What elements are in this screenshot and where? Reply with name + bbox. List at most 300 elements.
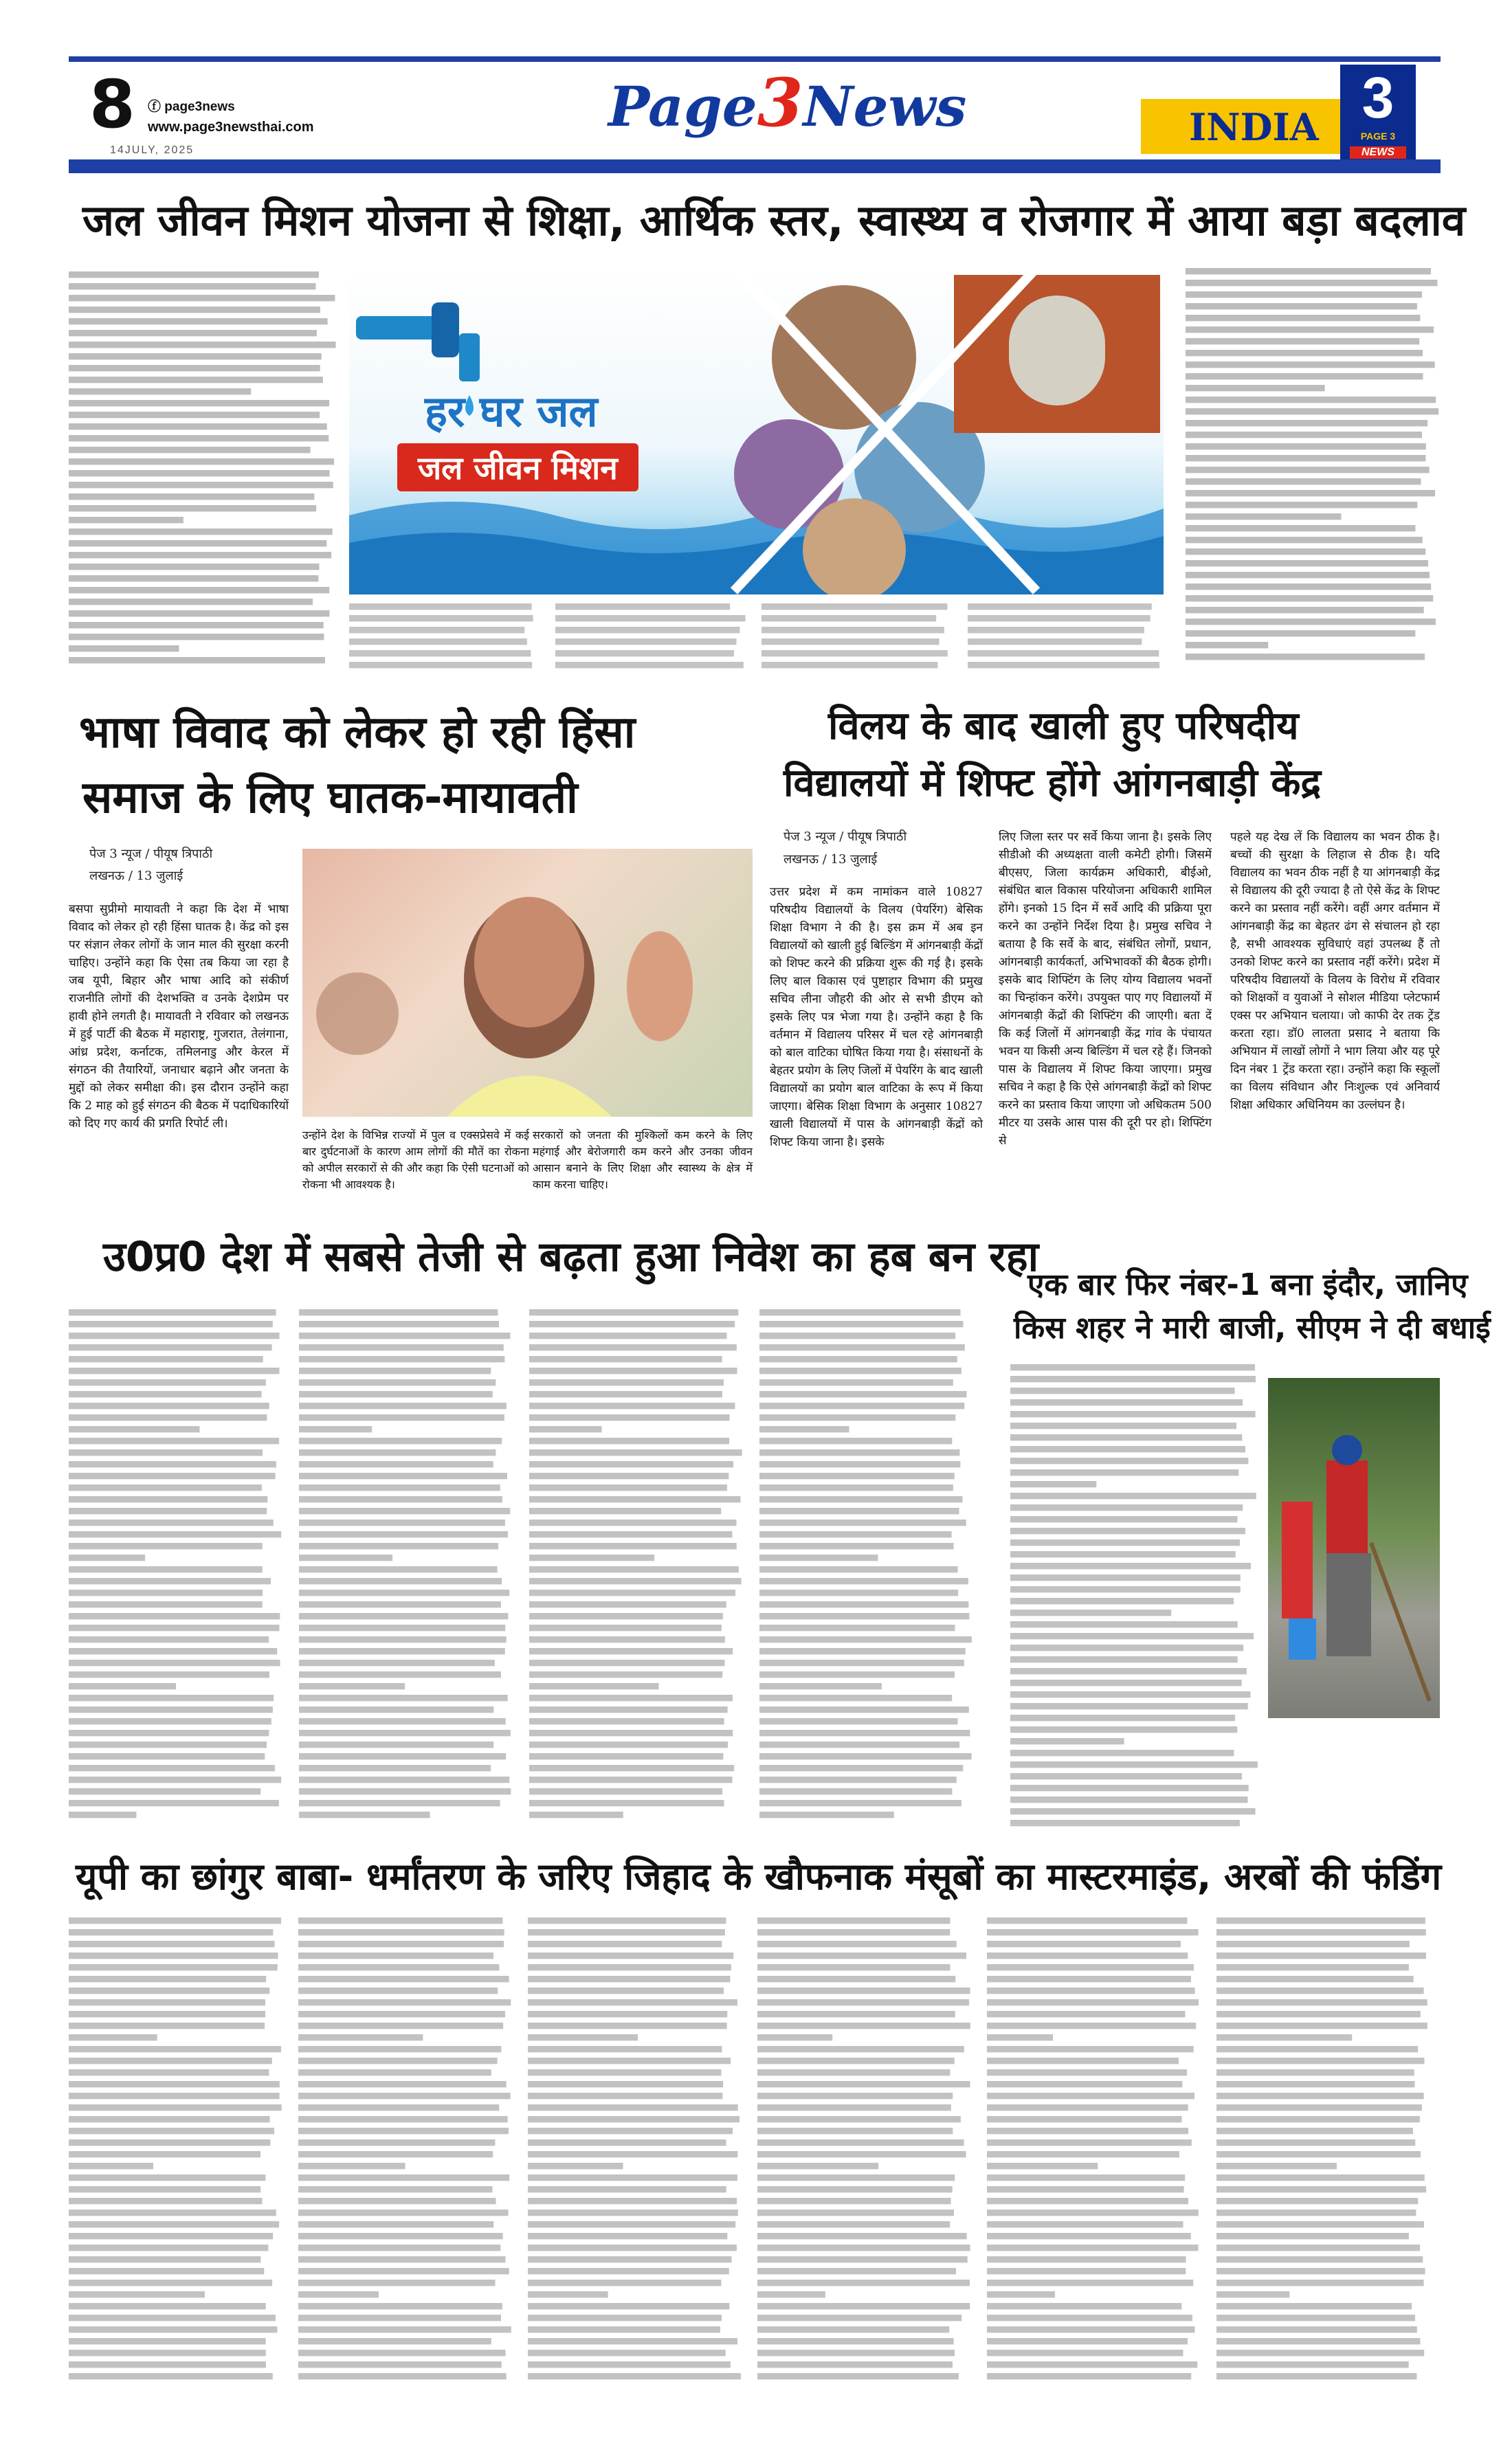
text-line	[69, 575, 318, 581]
text-line	[987, 2139, 1192, 2146]
text-line	[1010, 1633, 1254, 1639]
text-line	[349, 627, 524, 633]
text-line	[987, 2326, 1194, 2333]
text-line	[987, 1999, 1199, 2005]
text-line	[69, 2011, 265, 2017]
text-line	[299, 1788, 511, 1794]
text-line	[1010, 1446, 1245, 1452]
text-line	[1186, 513, 1342, 520]
text-line	[759, 1660, 964, 1666]
text-line	[69, 1356, 263, 1362]
text-line	[987, 2245, 1198, 2251]
text-line	[757, 2128, 953, 2134]
text-line	[299, 1461, 493, 1467]
masthead-website[interactable]: www.page3newsthai.com	[148, 120, 314, 135]
text-line	[69, 2104, 282, 2111]
text-line	[69, 552, 331, 558]
text-line	[69, 2221, 279, 2227]
text-line	[1186, 315, 1420, 321]
text-line	[1186, 560, 1428, 566]
text-line	[69, 458, 334, 465]
masthead-social-handle[interactable]	[148, 96, 235, 115]
text-line	[757, 2093, 953, 2099]
text-line	[987, 2233, 1191, 2239]
text-line	[1010, 1715, 1235, 1721]
text-line	[528, 2151, 737, 2157]
text-line	[987, 1917, 1187, 1924]
text-line	[528, 2069, 721, 2076]
text-line	[299, 1742, 493, 1748]
text-line	[759, 1403, 964, 1409]
text-line	[1216, 2151, 1421, 2157]
text-line	[69, 2069, 269, 2076]
text-line	[69, 2128, 274, 2134]
text-line	[759, 1426, 849, 1432]
text-line	[299, 1368, 491, 1374]
text-line	[69, 1403, 269, 1409]
text-line	[69, 599, 313, 605]
text-line	[298, 1988, 498, 1994]
text-line	[298, 2303, 502, 2309]
text-line	[69, 1765, 275, 1771]
text-line	[1010, 1820, 1240, 1826]
text-line	[299, 1333, 510, 1339]
text-line	[1216, 1941, 1410, 1947]
text-line	[761, 615, 936, 621]
text-line	[761, 650, 948, 656]
text-line	[69, 1449, 263, 1456]
text-line	[69, 342, 336, 348]
text-line	[759, 1730, 970, 1736]
text-line	[528, 2186, 726, 2192]
text-line	[528, 2046, 722, 2052]
text-line	[69, 1333, 280, 1339]
text-line	[69, 447, 311, 453]
text-line	[1216, 2373, 1416, 2379]
text-line	[968, 615, 1150, 621]
text-line	[1186, 502, 1417, 508]
text-line	[299, 1753, 506, 1759]
text-line	[1216, 2268, 1425, 2274]
text-line	[69, 1952, 278, 1959]
text-line	[69, 587, 329, 593]
text-line	[349, 615, 533, 621]
text-line	[299, 1578, 502, 1584]
text-line	[69, 2139, 270, 2146]
text-line	[528, 2256, 732, 2262]
text-line	[299, 1309, 498, 1315]
text-line	[528, 2326, 720, 2333]
text-line	[759, 1391, 966, 1397]
text-line	[69, 517, 184, 523]
text-line	[1186, 361, 1435, 368]
text-line	[298, 2245, 500, 2251]
text-line	[1186, 654, 1425, 660]
text-line	[759, 1590, 958, 1596]
text-line	[298, 1999, 511, 2005]
logo-digit: 3	[757, 64, 803, 142]
text-line	[528, 1964, 731, 1970]
text-line	[987, 2186, 1184, 2192]
story2-body-col1: बसपा सुप्रीमो मायावती ने कहा कि देश में भाषा विवाद को लेकर हो रही हिंसा घातक है। केंद्र को इस पर संज्ञान लेकर लोगों के जान माल की सुरक्षा करनी चाहिए। उन्होंने कहा कि ऐसा तब किया जा रहा है जब यूपी, बिहार और भाषा आदि को संकीर्ण राजनीति लोगों की देशभक्ति व उनके देशप्रेम पर हावी होने लगती है। मायावती ने रविवार को लखनऊ में हुई पार्टी की बैठक में महाराष्ट्र, गुजरात, तेलंगाना, आंध्र प्रदेश, कर्नाटक, तमिलनाडु और केरल में संगठन की तैयारियों, जनाधार बढ़ाने और जनता के मुद्दों को लेकर समीक्षा की। इस दौरान उन्होंने कहा कि 2 माह को हुई संगठन की बैठक में पदाधिकारियों को दिए गए कार्य की प्रगति रिपोर्ट ली।	[69, 902, 289, 1131]
story3-headline-line2: विद्यालयों में शिफ्ट होंगे आंगनबाड़ी केंद्र	[783, 761, 1322, 805]
story6-headline: यूपी का छांगुर बाबा- धर्मांतरण के जरिए जिहाद के खौफनाक मंसूबों का मास्टरमाइंड, अरबों की फंडिंग	[76, 1855, 1442, 1898]
text-line	[529, 1484, 727, 1491]
text-line	[528, 2011, 727, 2017]
text-line	[69, 1379, 266, 1386]
text-line	[349, 662, 532, 668]
text-line	[69, 1706, 273, 1713]
text-line	[757, 1941, 957, 1947]
story3-byline: पेज 3 न्यूज / पीयूष त्रिपाठी	[783, 830, 907, 844]
text-line	[69, 2315, 276, 2321]
text-line	[299, 1403, 507, 1409]
text-line	[1010, 1493, 1256, 1499]
text-line	[987, 2046, 1194, 2052]
text-line	[1186, 583, 1431, 590]
text-line	[69, 1777, 281, 1783]
text-line	[299, 1449, 496, 1456]
text-line	[1010, 1388, 1235, 1394]
story3-headline-line1: विलय के बाद खाली हुए परिषदीय	[828, 704, 1299, 748]
text-line	[529, 1555, 654, 1561]
text-line	[528, 1917, 726, 1924]
text-line	[987, 2023, 1196, 2029]
text-line	[69, 1601, 263, 1607]
text-line	[69, 1683, 176, 1689]
text-line	[528, 2058, 731, 2064]
text-line	[528, 2245, 737, 2251]
story6-body-lines	[69, 1917, 1440, 2399]
text-line	[69, 1718, 271, 1724]
text-line	[299, 1520, 505, 1526]
text-line	[299, 1777, 509, 1783]
text-line	[987, 1976, 1191, 1982]
text-line	[759, 1800, 961, 1806]
text-line	[987, 2315, 1192, 2321]
text-line	[298, 2046, 501, 2052]
text-line	[987, 1964, 1194, 1970]
text-line	[1186, 548, 1425, 555]
page-number: 8	[89, 66, 135, 143]
masthead-bottom-rule	[69, 159, 1441, 173]
text-line	[987, 2303, 1181, 2309]
text-line	[529, 1403, 735, 1409]
text-line	[1186, 420, 1427, 426]
text-line	[757, 2023, 970, 2029]
text-line	[987, 2361, 1197, 2368]
text-line	[69, 645, 179, 652]
text-line	[69, 2361, 266, 2368]
text-line	[69, 353, 322, 359]
text-line	[299, 1379, 496, 1386]
text-line	[1216, 1964, 1409, 1970]
text-line	[759, 1414, 955, 1421]
text-line	[69, 1788, 260, 1794]
text-line	[298, 2116, 508, 2122]
text-line	[69, 2373, 273, 2379]
text-line	[69, 1520, 274, 1526]
text-line	[1010, 1691, 1251, 1698]
text-line	[1216, 1988, 1424, 1994]
text-line	[298, 1952, 493, 1959]
text-line	[759, 1718, 958, 1724]
text-line	[757, 1964, 950, 1970]
text-line	[1216, 2058, 1425, 2064]
text-line	[69, 1555, 145, 1561]
text-line	[528, 2081, 723, 2087]
text-line	[298, 2023, 503, 2029]
text-line	[987, 2058, 1179, 2064]
text-line	[757, 2069, 950, 2076]
text-line	[299, 1543, 498, 1549]
text-line	[1186, 642, 1268, 648]
text-line	[69, 2186, 260, 2192]
text-line	[1010, 1656, 1238, 1662]
text-line	[759, 1753, 972, 1759]
text-line	[299, 1508, 510, 1514]
text-line	[298, 2338, 491, 2344]
text-line	[1186, 525, 1415, 531]
text-line	[1010, 1539, 1240, 1546]
text-line	[1186, 432, 1422, 438]
text-line	[299, 1765, 491, 1771]
text-line	[69, 388, 251, 394]
text-line	[529, 1461, 733, 1467]
text-line	[298, 1976, 509, 1982]
text-line	[968, 650, 1159, 656]
text-line	[1216, 1929, 1426, 1935]
text-line	[529, 1496, 740, 1502]
text-line	[529, 1753, 723, 1759]
text-line	[299, 1625, 505, 1631]
text-line	[299, 1590, 509, 1596]
text-line	[1010, 1785, 1249, 1791]
text-line	[757, 2256, 968, 2262]
text-line	[987, 2081, 1182, 2087]
edition-label: INDIA	[1189, 105, 1319, 149]
text-line	[299, 1414, 504, 1421]
text-line	[987, 2104, 1188, 2111]
text-line	[299, 1344, 504, 1350]
story4-body	[69, 1309, 983, 1838]
text-line	[759, 1555, 878, 1561]
story2-headline-line2: समाज के लिए घातक-मायावती	[82, 772, 578, 823]
text-line	[528, 2163, 623, 2169]
text-line	[299, 1484, 500, 1491]
text-line	[1186, 408, 1438, 414]
text-line	[298, 2256, 505, 2262]
text-line	[757, 1917, 950, 1924]
text-line	[69, 1508, 267, 1514]
text-line	[529, 1473, 729, 1479]
text-line	[528, 2268, 729, 2274]
text-line	[298, 2186, 493, 2192]
text-line	[528, 1988, 724, 1994]
text-line	[349, 603, 532, 610]
text-line	[1186, 291, 1422, 298]
story1-body-right	[1186, 268, 1443, 680]
text-line	[1186, 338, 1419, 344]
text-line	[529, 1438, 729, 1444]
text-line	[349, 650, 531, 656]
text-line	[759, 1321, 964, 1327]
text-line	[69, 2245, 268, 2251]
text-line	[759, 1695, 952, 1701]
text-line	[761, 662, 937, 668]
text-line	[1186, 478, 1421, 485]
text-line	[298, 2221, 493, 2227]
text-line	[299, 1426, 372, 1432]
text-line	[757, 2163, 878, 2169]
text-line	[529, 1777, 733, 1783]
text-line	[298, 1964, 499, 1970]
text-line	[757, 2046, 964, 2052]
story1-body-bottom-lines	[349, 603, 1164, 679]
text-line	[529, 1730, 733, 1736]
street-sweeper-photo	[1268, 1378, 1440, 1718]
text-line	[1010, 1621, 1238, 1627]
text-line	[757, 2058, 955, 2064]
text-line	[759, 1344, 965, 1350]
text-line	[1010, 1411, 1256, 1417]
text-line	[1186, 455, 1425, 461]
text-line	[759, 1578, 968, 1584]
text-line	[528, 2373, 741, 2379]
text-line	[529, 1321, 735, 1327]
text-line	[1216, 2046, 1418, 2052]
text-line	[759, 1438, 952, 1444]
text-line	[1010, 1586, 1241, 1592]
text-line	[69, 1414, 267, 1421]
text-line	[759, 1356, 957, 1362]
masthead	[69, 56, 1441, 173]
story3-dateline: लखनऊ / 13 जुलाई	[783, 852, 878, 867]
text-line	[555, 615, 746, 621]
text-line	[757, 2350, 955, 2356]
story5-photo	[1268, 1378, 1440, 1718]
text-line	[759, 1543, 954, 1549]
text-line	[528, 2198, 737, 2204]
text-line	[1010, 1481, 1096, 1487]
text-line	[759, 1484, 953, 1491]
text-line	[69, 2093, 280, 2099]
text-line	[298, 2361, 502, 2368]
text-line	[759, 1742, 959, 1748]
text-line	[298, 2280, 496, 2286]
text-line	[529, 1601, 726, 1607]
text-line	[69, 1543, 263, 1549]
text-line	[69, 2081, 280, 2087]
text-line	[1216, 2326, 1417, 2333]
text-line	[528, 1976, 730, 1982]
text-line	[298, 2069, 491, 2076]
story5-headline-line2: किस शहर ने मारी बाजी, सीएम ने दी बधाई	[1014, 1311, 1491, 1346]
text-line	[761, 603, 947, 610]
text-line	[759, 1706, 969, 1713]
text-line	[69, 505, 316, 511]
text-line	[1010, 1563, 1251, 1569]
text-line	[987, 1941, 1181, 1947]
text-line	[1186, 619, 1436, 625]
story1-body-right-lines	[1186, 268, 1443, 680]
text-line	[528, 2315, 722, 2321]
badge-text: PAGE 3	[1360, 131, 1396, 142]
text-line	[298, 2350, 506, 2356]
text-line	[299, 1601, 501, 1607]
text-line	[1186, 490, 1435, 496]
text-line	[69, 1812, 136, 1818]
text-line	[299, 1636, 507, 1643]
text-line	[1186, 467, 1430, 473]
text-line	[69, 1800, 279, 1806]
text-line	[528, 2338, 737, 2344]
story3-body-col3: पहले यह देख लें कि विद्यालय का भवन ठीक है। बच्चों की सुरक्षा के लिहाज से ठीक है। यदि विद्यालय का भवन ठीक नहीं है या आंगनबाड़ी केंद्र से विद्यालय की दूरी ज्यादा है तो ऐसे केंद्र के शिफ्ट करने का प्रस्ताव नहीं करेंगे। वहीं अगर वर्तमान में आंगनबाड़ी केंद्र का बेहतर ढंग से संचालन हो रहा है, सभी आवश्यक सुविधाएं वहां उपलब्ध हैं तो उनको शिफ्ट करने का प्रस्ताव नहीं करेंगे। प्रदेश में परिषदीय विद्यालयों के विलय के विरोध में रविवार को शिक्षकों व युवाओं ने सोशल मीडिया प्लेटफार्म एक्स पर अभियान चलाया। जो काफी देर तक ट्रेंड करता रहा। डॉ0 लालता प्रसाद ने बताया कि अभियान में लाखों लोगों ने भाग लिया और यह पूरे दिन नंबर 1 ट्रेंड करता रहा। उन्होंने कहा कि स्कूलों का विलय संविधान और निःशुल्क एवं अनिवार्य शिक्षा अधिकार अधिनियम का उल्लंघन है।	[1230, 830, 1440, 1112]
story2-body-col3: सरकारों को जनता की मुश्किलों कम करने के लिए महंगाई और बेरोजगारी कम करने और उनका जीवन आसान बनाने के लिए शिक्षा और स्वास्थ्य के क्षेत्र में काम करना चाहिए।	[533, 1128, 753, 1191]
text-line	[528, 2174, 737, 2181]
text-line	[1186, 397, 1436, 403]
text-line	[529, 1414, 730, 1421]
story1-body-left-lines	[69, 271, 344, 684]
text-line	[1216, 1999, 1427, 2005]
banner-subtitle: जल जीवन मिशन	[397, 443, 638, 491]
text-line	[987, 2174, 1185, 2181]
text-line	[69, 435, 329, 441]
text-line	[298, 2198, 496, 2204]
text-line	[298, 2210, 509, 2216]
text-line	[299, 1671, 501, 1678]
text-line	[759, 1788, 952, 1794]
text-line	[1216, 2011, 1421, 2017]
text-line	[299, 1730, 511, 1736]
text-line	[757, 2338, 954, 2344]
text-line	[757, 2151, 966, 2157]
text-line	[1010, 1645, 1243, 1651]
text-line	[757, 2361, 953, 2368]
text-line	[529, 1391, 722, 1397]
text-line	[69, 2116, 270, 2122]
text-line	[298, 1941, 504, 1947]
text-line	[69, 1742, 267, 1748]
text-line	[69, 271, 319, 278]
text-line	[69, 2034, 157, 2040]
text-line	[1216, 2221, 1424, 2227]
text-line	[759, 1566, 958, 1572]
text-line	[299, 1496, 502, 1502]
text-line	[759, 1520, 966, 1526]
text-line	[298, 2011, 505, 2017]
text-line	[528, 2233, 727, 2239]
text-line	[69, 1695, 274, 1701]
text-line	[69, 1496, 267, 1502]
text-line	[69, 1917, 281, 1924]
text-line	[69, 1484, 262, 1491]
text-line	[69, 330, 317, 336]
text-line	[1010, 1680, 1242, 1686]
text-line	[69, 2326, 277, 2333]
text-line	[69, 2058, 272, 2064]
text-line	[299, 1613, 508, 1619]
text-line	[1216, 2139, 1415, 2146]
text-line	[987, 1929, 1199, 1935]
text-line	[299, 1812, 430, 1818]
text-line	[987, 2338, 1188, 2344]
text-line	[298, 2128, 509, 2134]
text-line	[529, 1613, 723, 1619]
text-line	[1216, 2233, 1409, 2239]
text-line	[1216, 2338, 1420, 2344]
text-line	[529, 1812, 623, 1818]
